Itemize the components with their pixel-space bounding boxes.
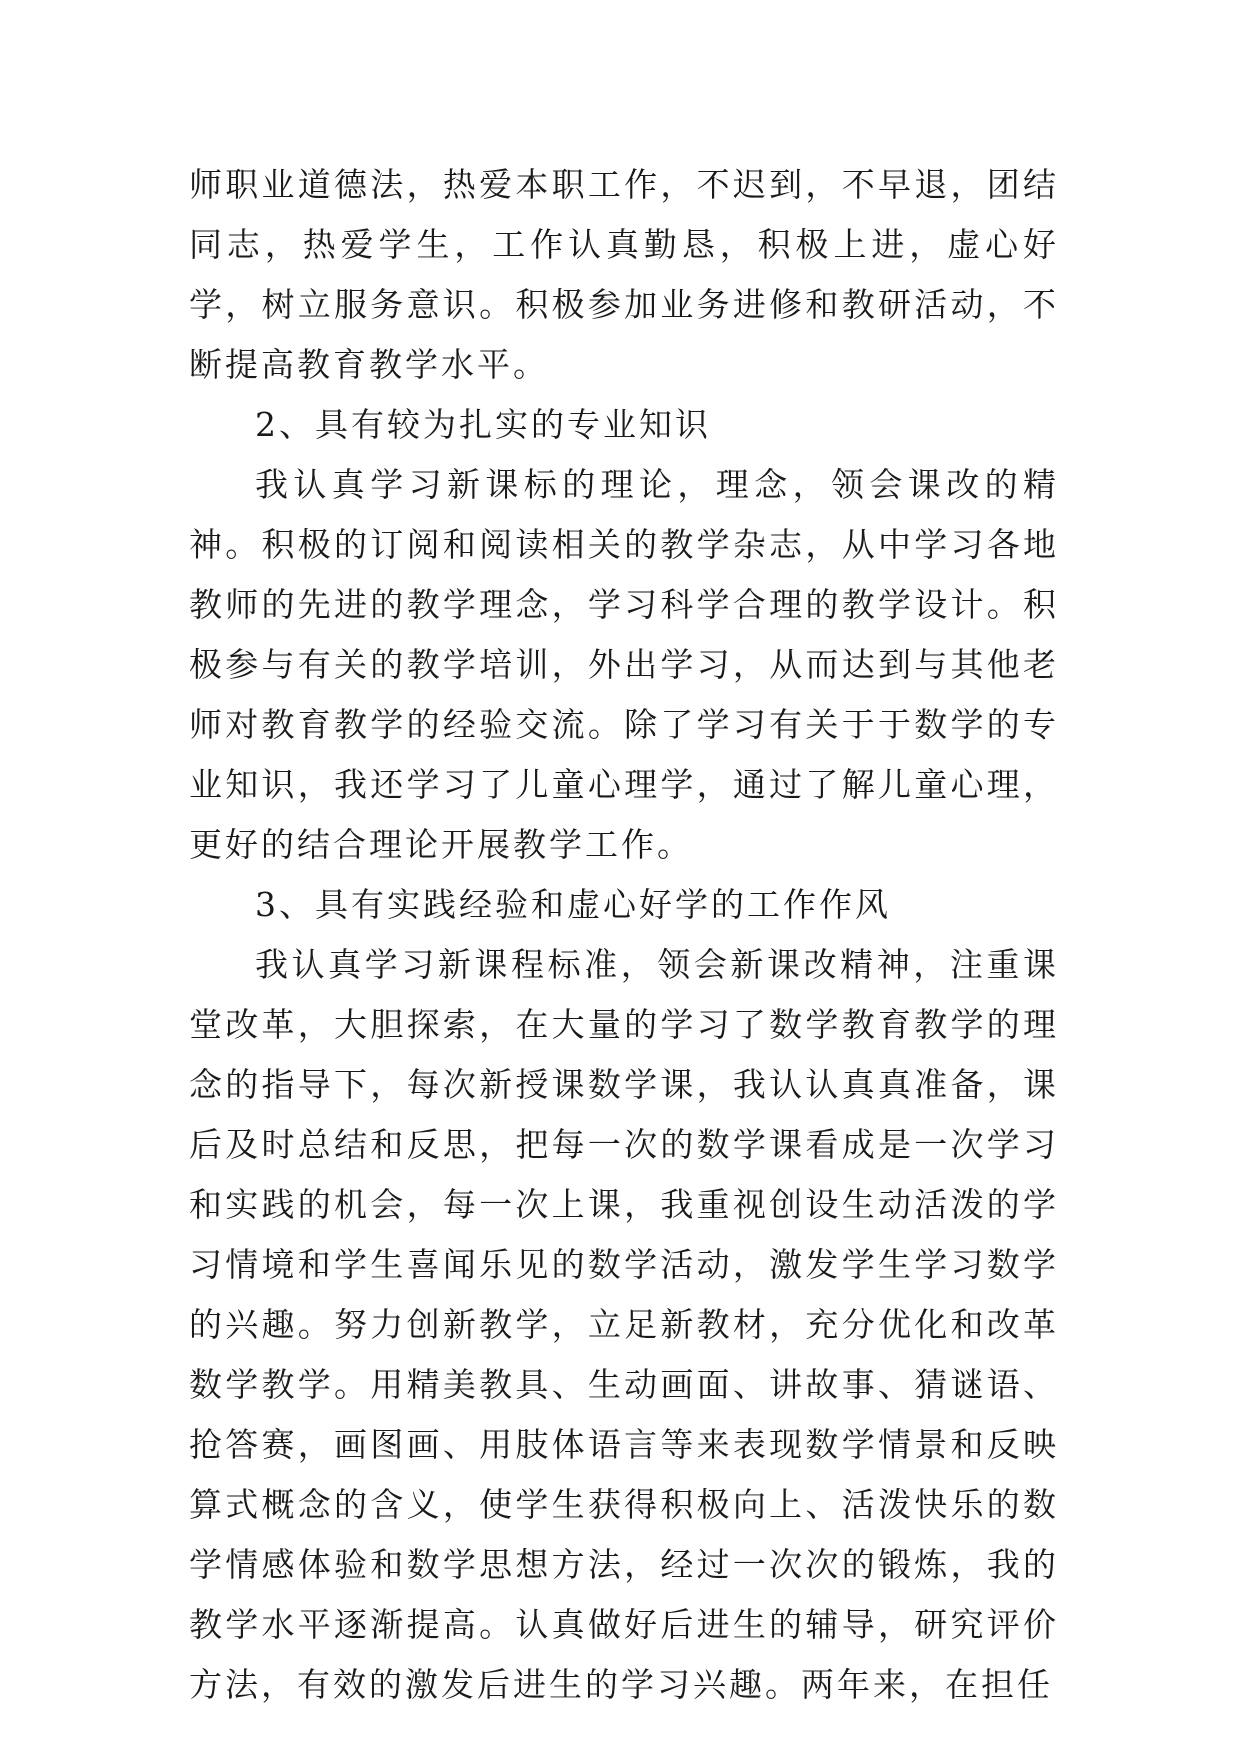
section-heading-2: 2、具有较为扎实的专业知识 <box>255 405 711 444</box>
document-body <box>189 155 1059 1715</box>
paragraph-continuation: 师职业道德法，热爱本职工作，不迟到，不早退，团结同志，热爱学生，工作认真勤恳，积极上进，虚心好学，树立服务意识。积极参加业务进修和教研活动，不断提高教育教学水平。 <box>189 165 1059 384</box>
section-heading-3: 3、具有实践经验和虚心好学的工作作风 <box>255 885 891 924</box>
paragraph-practice-experience: 我认真学习新课程标准，领会新课改精神，注重课堂改革，大胆探索，在大量的学习了数学教育教学的理念的指导下，每次新授课数学课，我认认真真准备，课后及时总结和反思，把每一次的数学课看成是一次学习和实践的机会，每一次上课，我重视创设生动活泼的学习情境和学生喜闻乐见的数学活动，激发学生学习数学的兴趣。努力创新教学，立足新教材，充分优化和改革数学教学。用精美教具、生动画面、讲故事、猜谜语、抢答赛，画图画、用肢体语言等来表现数学情景和反映算式概念的含义，使学生获得积极向上、活泼快乐的数学情感体验和数学思想方法，经过一次次的锻炼，我的教学水平逐渐提高。认真做好后进生的辅导，研究评价方法，有效的激发后进生的学习兴趣。两年来，在担任 <box>189 945 1059 1704</box>
paragraph-professional-knowledge: 我认真学习新课标的理论，理念，领会课改的精神。积极的订阅和阅读相关的教学杂志，从中学习各地教师的先进的教学理念，学习科学合理的教学设计。积极参与有关的教学培训，外出学习，从而达到与其他老师对教育教学的经验交流。除了学习有关于于数学的专业知识，我还学习了儿童心理学，通过了解儿童心理，更好的结合理论开展教学工作。 <box>189 465 1059 864</box>
